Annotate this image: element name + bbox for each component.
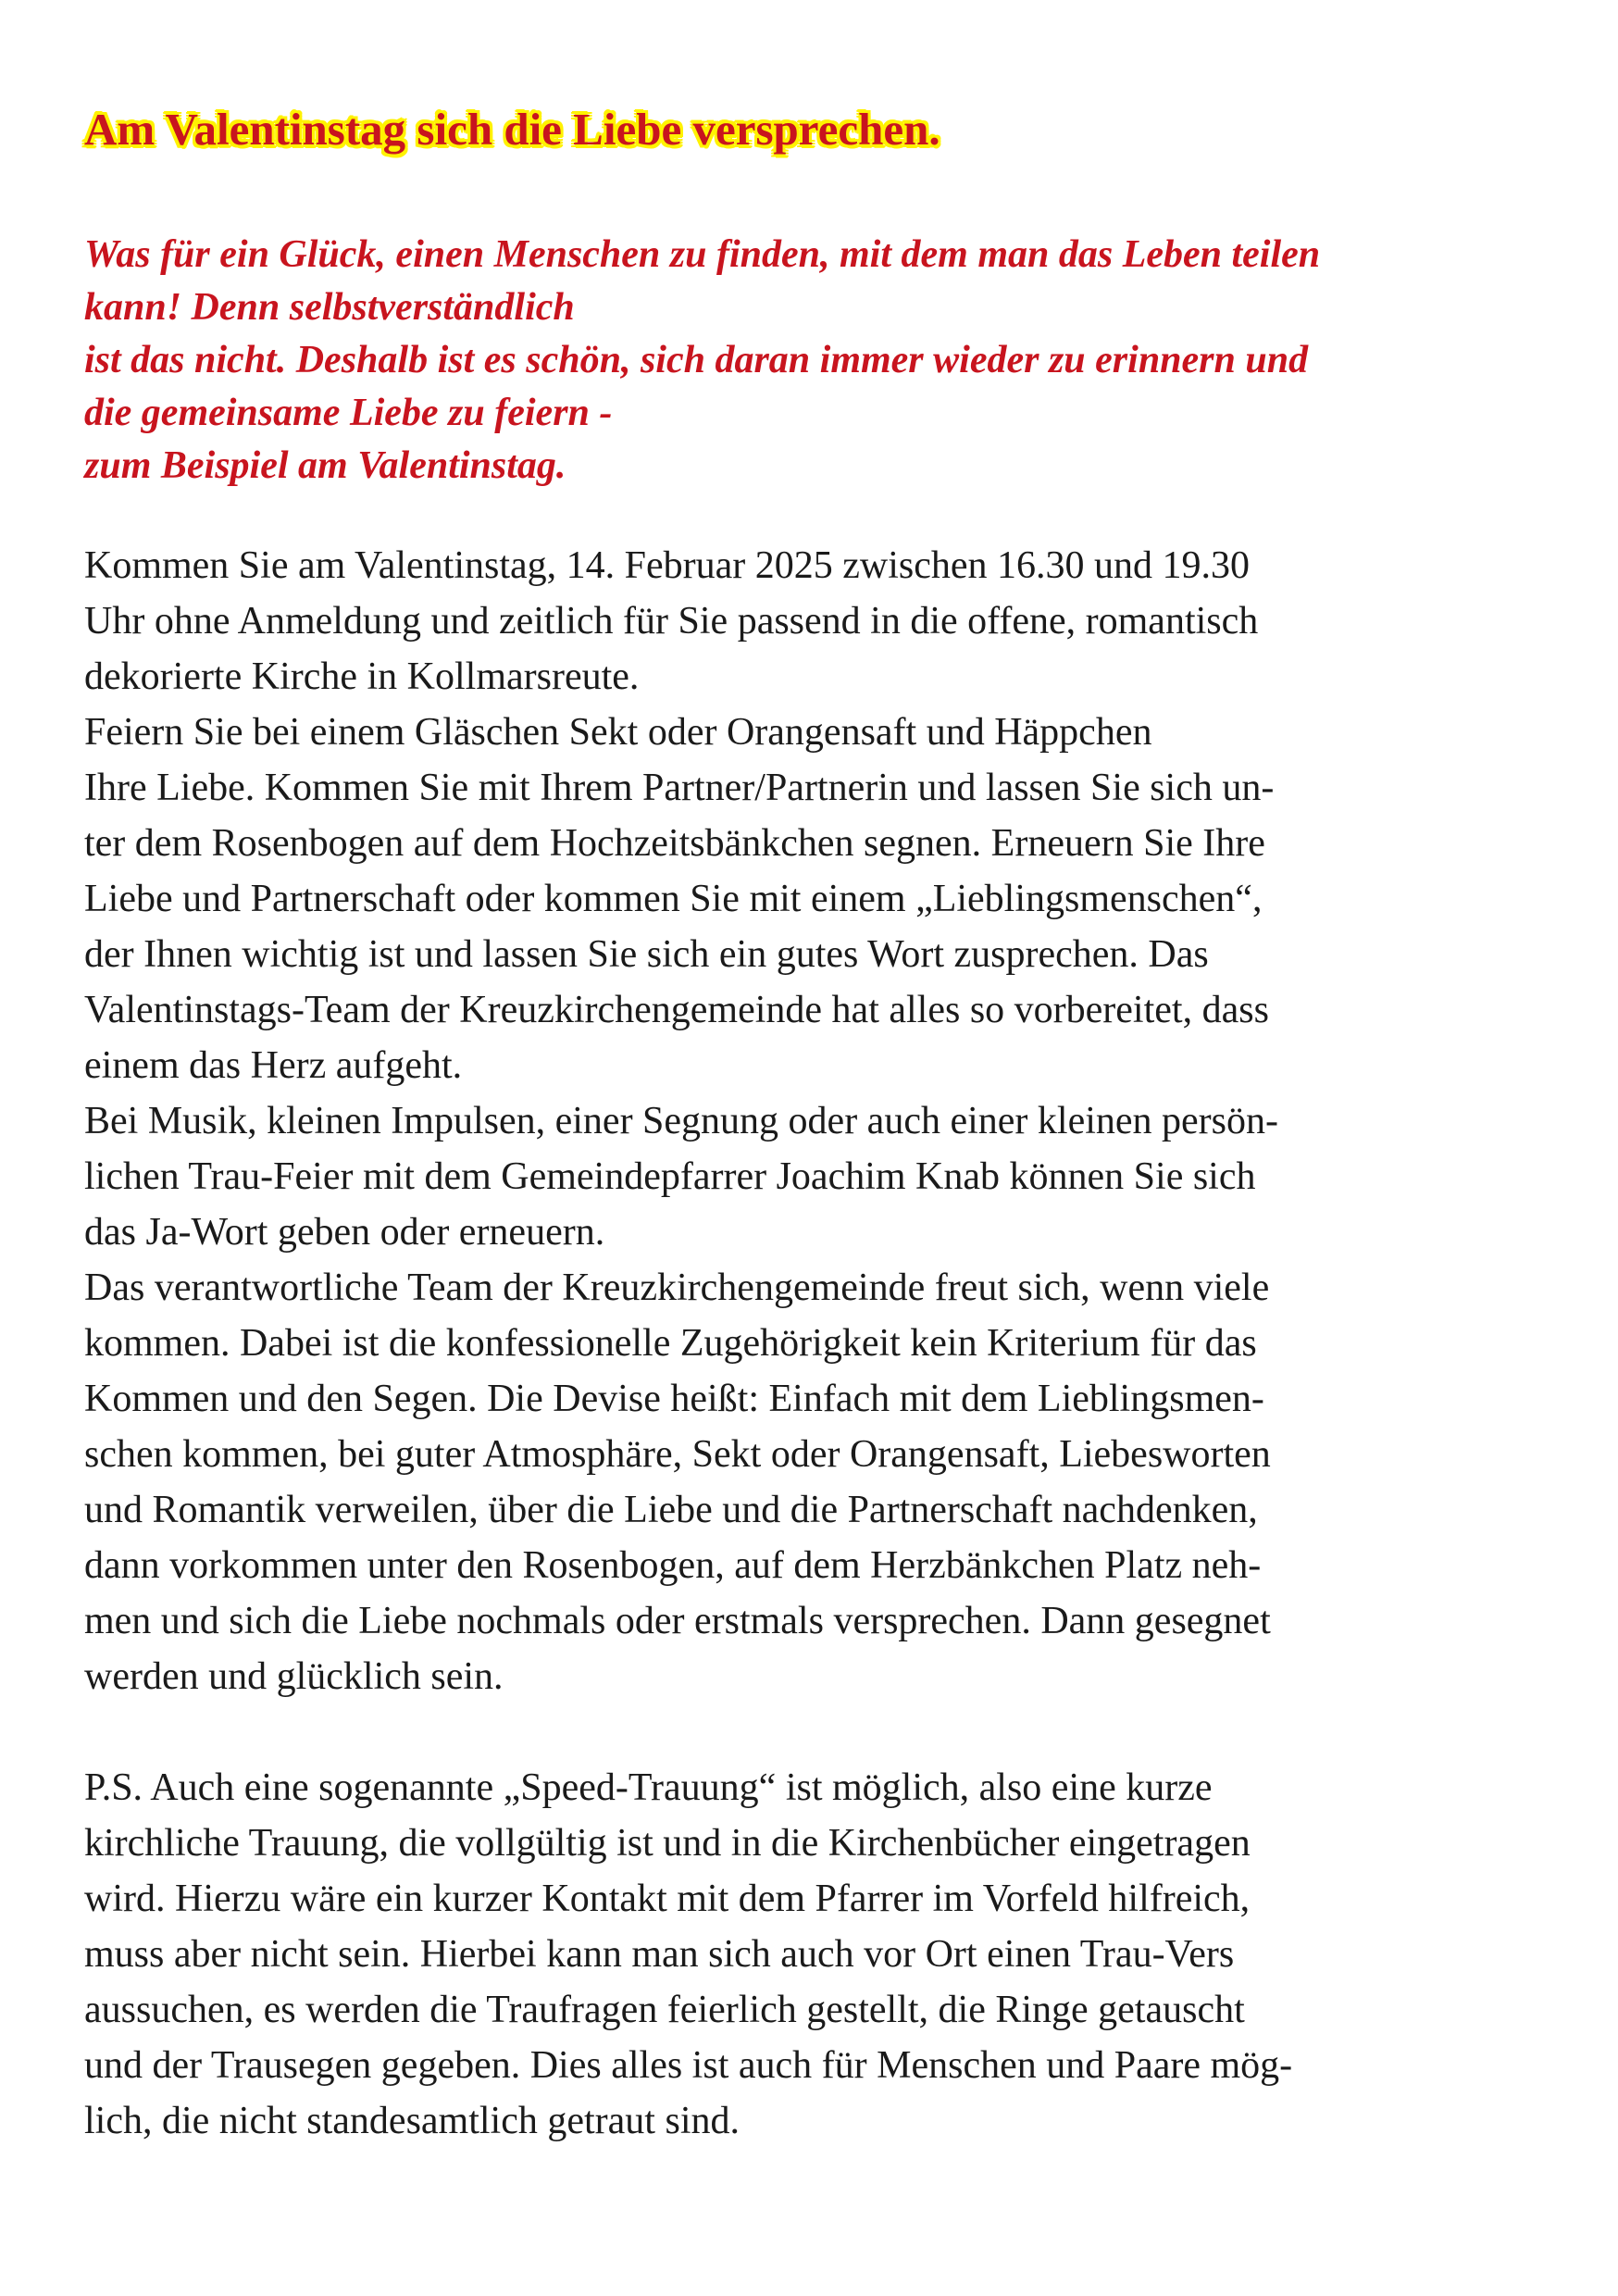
intro-line: ist das nicht. Deshalb ist es schön, sich daran immer wieder zu erinnern und (84, 339, 1309, 381)
ps-line: kirchliche Trauung, die vollgültig ist und in die Kirchenbücher eingetragen (84, 1822, 1251, 1865)
body-line: Das verantwortliche Team der Kreuzkirchengemeinde freut sich, wenn viele (84, 1267, 1270, 1309)
body-line: Kommen Sie am Valentinstag, 14. Februar 2025 zwischen 16.30 und 19.30 (84, 544, 1251, 587)
document-page (84, 102, 1547, 2149)
intro-line: die gemeinsame Liebe zu feiern - (84, 392, 613, 434)
ps-paragraph (84, 1760, 1547, 2149)
body-line: Liebe und Partnerschaft oder kommen Sie mit einem „Lieblingsmenschen“, (84, 878, 1263, 920)
body-line: einem das Herz aufgeht. (84, 1044, 463, 1087)
body-line: Valentinstags-Team der Kreuzkirchengemeinde hat alles so vorbereitet, dass (84, 989, 1269, 1031)
body-line: Uhr ohne Anmeldung und zeitlich für Sie passend in die offene, romantisch (84, 600, 1259, 643)
body-line: Ihre Liebe. Kommen Sie mit Ihrem Partner/Partnerin und lassen Sie sich un- (84, 767, 1275, 809)
body-line: werden und glücklich sein. (84, 1655, 504, 1698)
body-line: ter dem Rosenbogen auf dem Hochzeitsbänkchen segnen. Erneuern Sie Ihre (84, 822, 1265, 865)
body-line: und Romantik verweilen, über die Liebe und die Partnerschaft nachdenken, (84, 1489, 1258, 1531)
body-line: der Ihnen wichtig ist und lassen Sie sich ein gutes Wort zusprechen. Das (84, 933, 1209, 976)
ps-line: muss aber nicht sein. Hierbei kann man sich auch vor Ort einen Trau-Vers (84, 1933, 1235, 1976)
body-line: Feiern Sie bei einem Gläschen Sekt oder Orangensaft und Häppchen (84, 711, 1152, 754)
ps-line: und der Trausegen gegeben. Dies alles ist auch für Menschen und Paare mög- (84, 2044, 1293, 2087)
intro-paragraph (84, 229, 1547, 493)
body-line: lichen Trau-Feier mit dem Gemeindepfarrer Joachim Knab können Sie sich (84, 1155, 1256, 1198)
ps-line: wird. Hierzu wäre ein kurzer Kontakt mit dem Pfarrer im Vorfeld hilfreich, (84, 1878, 1251, 1920)
body-line: dann vorkommen unter den Rosenbogen, auf dem Herzbänkchen Platz neh- (84, 1544, 1262, 1587)
intro-line: zum Beispiel am Valentinstag. (84, 444, 566, 487)
body-line: Kommen und den Segen. Die Devise heißt: Einfach mit dem Lieblingsmen- (84, 1378, 1264, 1420)
body-paragraph (84, 538, 1547, 1704)
body-line: das Ja-Wort geben oder erneuern. (84, 1211, 605, 1254)
body-line: schen kommen, bei guter Atmosphäre, Sekt oder Orangensaft, Liebesworten (84, 1433, 1271, 1476)
ps-line: P.S. Auch eine sogenannte „Speed-Trauung“ ist möglich, also eine kurze (84, 1766, 1213, 1809)
body-line: Bei Musik, kleinen Impulsen, einer Segnung oder auch einer kleinen persön- (84, 1100, 1278, 1142)
body-line: men und sich die Liebe nochmals oder erstmals versprechen. Dann gesegnet (84, 1600, 1271, 1642)
intro-line: Was für ein Glück, einen Menschen zu finden, mit dem man das Leben teilen (84, 233, 1321, 276)
page-title: Am Valentinstag sich die Liebe versprechen. (84, 104, 940, 155)
ps-line: aussuchen, es werden die Traufragen feierlich gestellt, die Ringe getauscht (84, 1989, 1245, 2031)
body-line: kommen. Dabei ist die konfessionelle Zugehörigkeit kein Kriterium für das (84, 1322, 1257, 1365)
ps-line: lich, die nicht standesamtlich getraut sind. (84, 2100, 740, 2142)
body-line: dekorierte Kirche in Kollmarsreute. (84, 655, 640, 698)
intro-line: kann! Denn selbstverständlich (84, 286, 575, 329)
